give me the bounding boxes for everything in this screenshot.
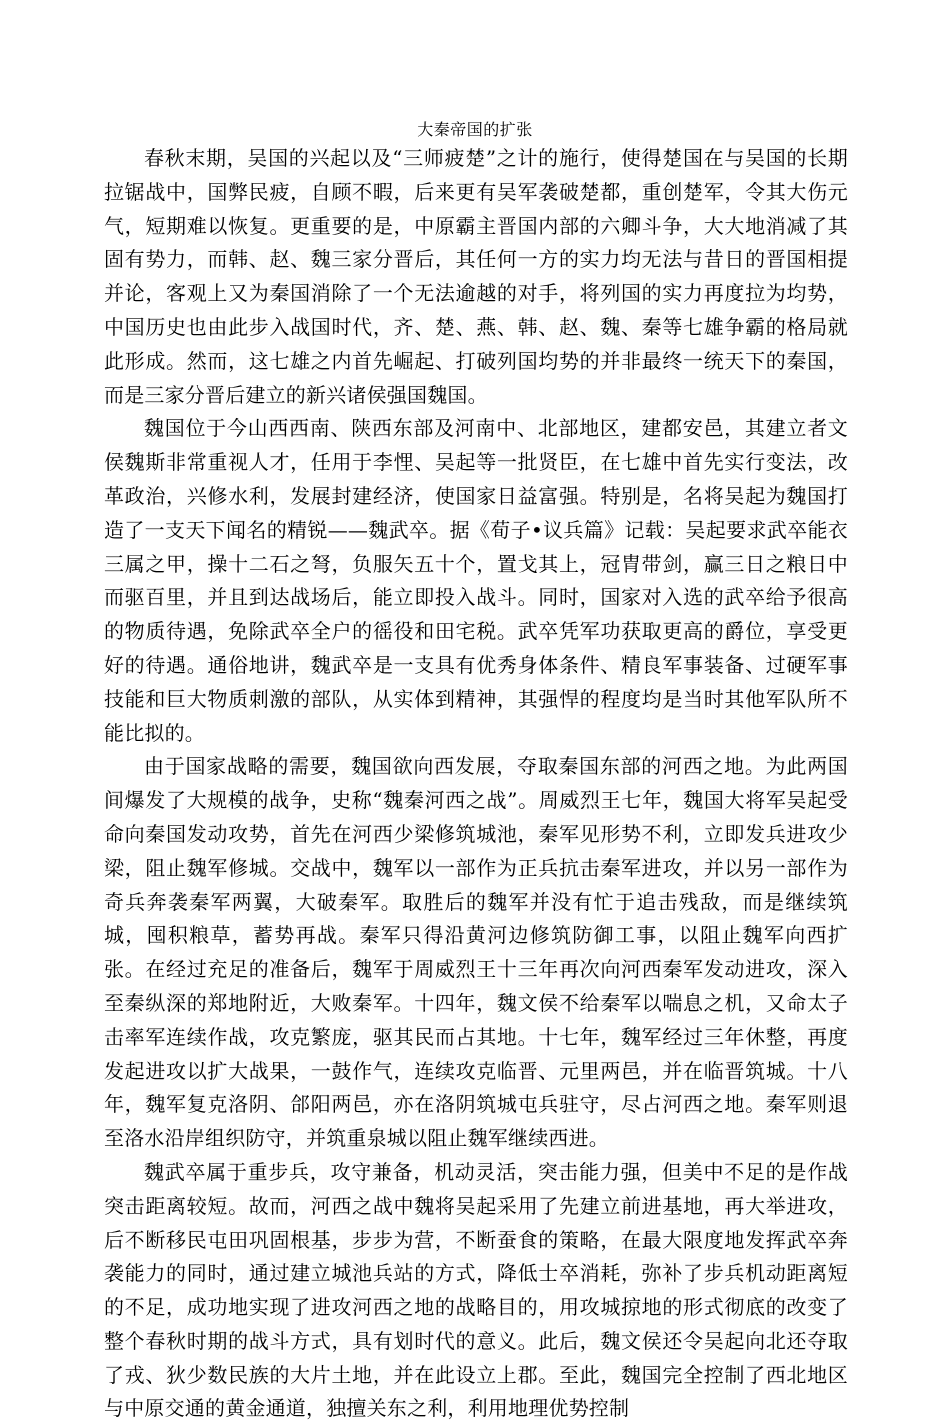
- paragraph-3: 由于国家战略的需要，魏国欲向西发展，夺取秦国东部的河西之地。为此两国间爆发了大规模的战争，史称“魏秦河西之战”。周威烈王七年，魏国大将军吴起受命向秦国发动攻势，首先在河西少梁修筑城池，秦军见形势不利，立即发兵进攻少梁，阻止魏军修城。交战中，魏军以一部作为正兵抗击秦军进攻，并以另一部作为奇兵奔袭秦军两翼，大破秦军。取胜后的魏军并没有忙于追击残敌，而是继续筑城，囤积粮草，蓄势再战。秦军只得沿黄河边修筑防御工事，以阻止魏军向西扩张。在经过充足的准备后，魏军于周威烈王十三年再次向河西秦军发动进攻，深入至秦纵深的郑地附近，大败秦军。十四年，魏文侯不给秦军以喘息之机，又命太子击率军连续作战，攻克繁庞，驱其民而占其地。十七年，魏军经过三年休整，再度发起进攻以扩大战果，一鼓作气，连续攻克临晋、元里两邑，并在临晋筑城。十八年，魏军复克洛阴、郃阳两邑，亦在洛阴筑城屯兵驻守，尽占河西之地。秦军则退至洛水沿岸组织防守，并筑重泉城以阻止魏军继续西进。: [104, 754, 848, 1151]
- paragraph-1: 春秋末期，吴国的兴起以及“三师疲楚”之计的施行，使得楚国在与吴国的长期拉锯战中，国弊民疲，自顾不暇，后来更有吴军袭破楚都，重创楚军，令其大伤元气，短期难以恢复。更重要的是，中原霸主晋国内部的六卿斗争，大大地消减了其固有势力，而韩、赵、魏三家分晋后，其任何一方的实力均无法与昔日的晋国相提并论，客观上又为秦国消除了一个无法逾越的对手，将列国的实力再度拉为均势，中国历史也由此步入战国时代，齐、楚、燕、韩、赵、魏、秦等七雄争霸的格局就此形成。然而，这七雄之内首先崛起、打破列国均势的并非最终一统天下的秦国，而是三家分晋后建立的新兴诸侯强国魏国。: [104, 146, 848, 407]
- document-title: 大秦帝国的扩张: [417, 120, 533, 139]
- paragraph-4: 魏武卒属于重步兵，攻守兼备，机动灵活，突击能力强，但美中不足的是作战突击距离较短。故而，河西之战中魏将吴起采用了先建立前进基地，再大举进攻，后不断移民屯田巩固根基，步步为营，不断蚕食的策略，在最大限度地发挥武卒奔袭能力的同时，通过建立城池兵站的方式，降低士卒消耗，弥补了步兵机动距离短的不足，成功地实现了进攻河西之地的战略目的，用攻城掠地的形式彻底的改变了整个春秋时期的战斗方式，具有划时代的意义。此后，魏文侯还令吴起向北还夺取了戎、狄少数民族的大片土地，并在此设立上郡。至此，魏国完全控制了西北地区与中原交通的黄金通道，独擅关东之利，利用地理优势控制: [104, 1159, 848, 1421]
- paragraph-2: 魏国位于今山西西南、陕西东部及河南中、北部地区，建都安邑，其建立者文侯魏斯非常重视人才，任用于李悝、吴起等一批贤臣，在七雄中首先实行变法，改革政治，兴修水利，发展封建经济，使国家日益富强。特别是，名将吴起为魏国打造了一支天下闻名的精锐——魏武卒。据《荀子•议兵篇》记载：吴起要求武卒能衣三属之甲，操十二石之弩，负服矢五十个，置戈其上，冠胄带剑，赢三日之粮日中而驱百里，并且到达战场后，能立即投入战斗。同时，国家对入选的武卒给予很高的物质待遇，免除武卒全户的徭役和田宅税。武卒凭军功获取更高的爵位，享受更好的待遇。通俗地讲，魏武卒是一支具有优秀身体条件、精良军事装备、过硬军事技能和巨大物质刺激的部队，从实体到精神，其强悍的程度均是当时其他军队所不能比拟的。: [104, 416, 848, 745]
- document-body: [104, 142, 848, 1426]
